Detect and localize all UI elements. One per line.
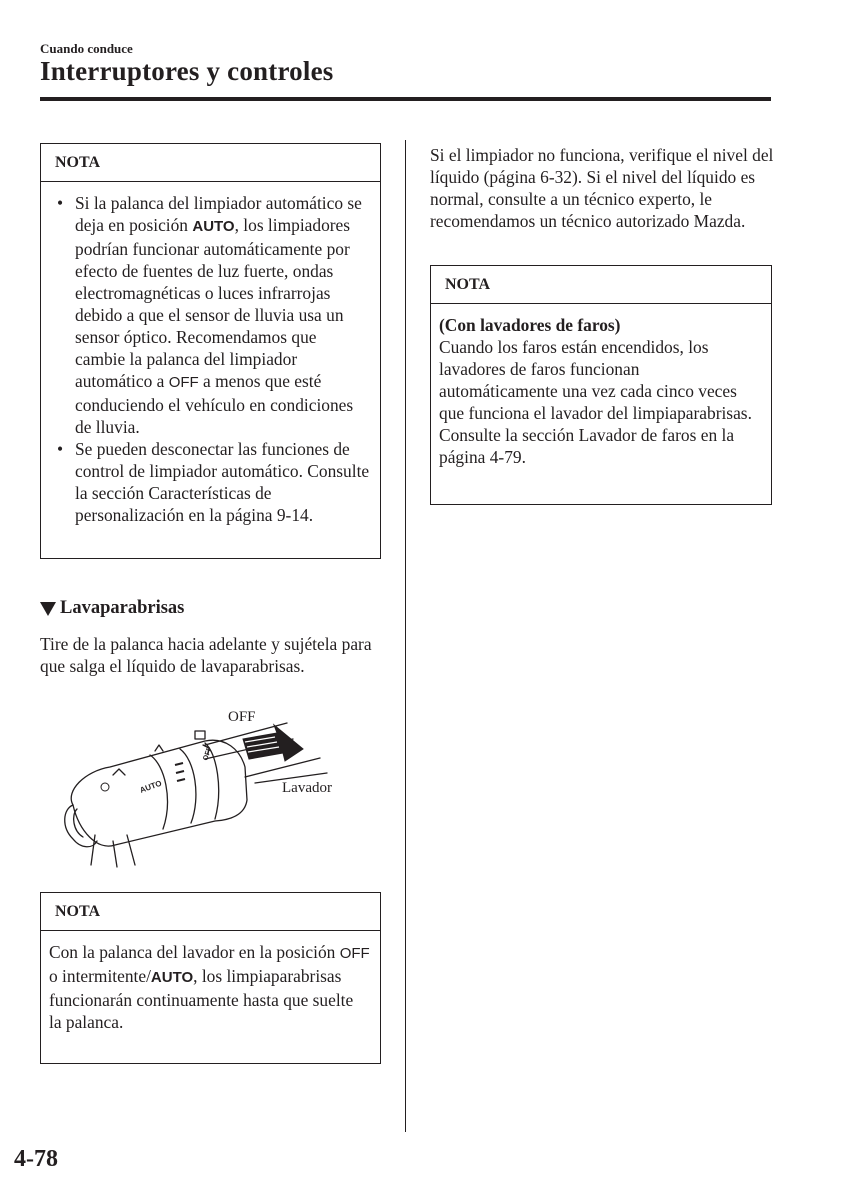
bullet-text-part: a menos que esté conduciendo el vehículo en condiciones de lluvia. (75, 371, 354, 437)
column-divider (405, 140, 406, 1132)
note-text: Cuando los faros están encendidos, los lavadores de faros funcionan automáticamente una vez cada cinco veces que funciona el lavador del limpiaparabrisas. (439, 337, 752, 423)
bullet-icon: • (57, 193, 64, 213)
note-body (41, 182, 380, 534)
washer-paragraph: Tire de la palanca hacia adelante y sujétela para que salga el líquido de lavaparabrisas. (40, 634, 372, 676)
off-position-label: OFF (168, 374, 199, 391)
bullet-text-part: , los limpiadores podrían funcionar automáticamente por efecto de fuentes de luz fuerte, ondas electromagnéticas o luces infrarrojas debido a que el sensor de lluvia usa un sensor óptico. Recomendamos que cambie la palanca del limpiador automático a (75, 215, 351, 391)
note-body (431, 304, 771, 476)
note-heading: NOTA (431, 266, 771, 304)
note-text-part: , los limpiaparabrisas funcionarán continuamente hasta que suelte la palanca. (49, 966, 354, 1032)
note-text-part: o intermitente/ (49, 966, 151, 986)
note-subtitle: (Con lavadores de faros) (439, 315, 621, 335)
off-position-label: OFF (339, 945, 370, 962)
note-bullet-item (49, 438, 370, 526)
lever-auto-marking: AUTO (138, 778, 163, 795)
auto-position-label: AUTO (192, 218, 235, 235)
washer-heading (40, 598, 184, 619)
auto-position-label: AUTO (150, 969, 194, 986)
note-bullet-item (49, 192, 370, 438)
note-heading: NOTA (41, 893, 380, 931)
section-label: Cuando conduce (40, 41, 133, 56)
wiper-check-paragraph: Si el limpiador no funciona, verifique el nivel del líquido (página 6-32). Si el nivel del líquido es normal, consulte a un técnico experto, le recomendamos un técnico autorizado Mazda. (430, 145, 774, 231)
washer-heading-text: Lavaparabrisas (60, 598, 185, 618)
note-bullet-list (49, 192, 370, 526)
note-box-washer-lever (40, 892, 381, 1064)
triangle-down-icon (40, 602, 56, 616)
note-text-part: Con la palanca del lavador en la posición (49, 942, 340, 962)
figure-label-off: OFF (228, 709, 256, 725)
bullet-icon: • (57, 439, 64, 459)
bullet-text: Se pueden desconectar las funciones de control de limpiador automático. Consulte la sección Características de personalización en la página 9-14. (75, 439, 370, 525)
note-heading: NOTA (41, 144, 380, 182)
title-rule (40, 97, 771, 101)
lever-off-marking: OFF (202, 746, 214, 762)
note-body (41, 931, 380, 1041)
figure-label-washer: Lavador (282, 780, 332, 796)
bullet-text-part: Si la palanca del limpiador automático se deja en posición (75, 193, 362, 235)
note-box-auto-wiper (40, 143, 381, 559)
page-number: 4-78 (14, 1146, 58, 1172)
note-text: Consulte la sección Lavador de faros en la página 4-79. (439, 425, 735, 467)
page-title: Interruptores y controles (40, 56, 334, 86)
note-box-headlamp-washer (430, 265, 772, 505)
